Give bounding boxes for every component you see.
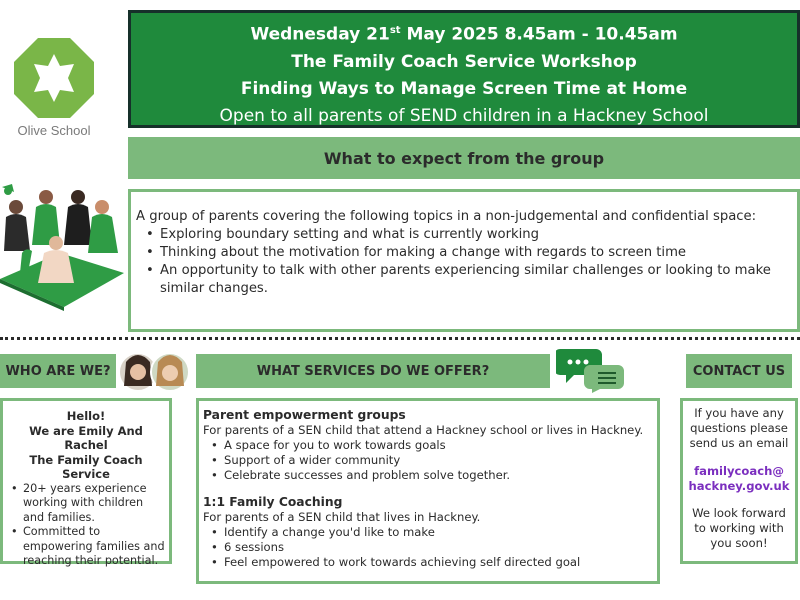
event-audience: Open to all parents of SEND children in a Hackney School: [219, 105, 709, 126]
expect-description-box: [128, 189, 800, 332]
expect-intro: A group of parents covering the following topics in a non-judgemental and confidential space:: [136, 209, 757, 224]
list-item: • A space for you to work towards goals: [211, 438, 653, 453]
who-service: The Family Coach Service: [29, 452, 143, 481]
service-1-list: [203, 438, 653, 483]
contact-outro: We look forward to working with you soon!: [692, 506, 786, 550]
contact-box: [680, 398, 798, 564]
olive-school-logo-icon: [12, 36, 96, 120]
list-item: • Identify a change you'd like to make: [211, 525, 653, 540]
who-hello: Hello!: [66, 409, 106, 423]
who-heading: WHO ARE WE?: [0, 354, 116, 388]
team-avatars: [118, 350, 192, 394]
list-item: • Thinking about the motivation for making a change with regards to screen time: [146, 244, 793, 262]
who-names: We are Emily And Rachel: [29, 423, 143, 452]
contact-heading: CONTACT US: [686, 354, 792, 388]
list-item: • Celebrate successes and problem solve together.: [211, 468, 653, 483]
list-item: • Exploring boundary setting and what is currently working: [146, 226, 793, 244]
service-2-desc: For parents of a SEN child that lives in Hackney.: [203, 510, 481, 524]
list-item: • 6 sessions: [211, 540, 653, 555]
chat-bubbles-icon: [556, 345, 626, 393]
services-box: [196, 398, 660, 584]
service-1-desc: For parents of a SEN child that attend a Hackney school or lives in Hackney.: [203, 423, 644, 437]
school-name: Olive School: [17, 123, 91, 138]
who-box: [0, 398, 172, 567]
service-1-title: Parent empowerment groups: [203, 408, 406, 422]
group-people-illustration: [0, 183, 124, 311]
event-subtitle: Finding Ways to Manage Screen Time at Home: [240, 78, 688, 99]
event-header: [128, 10, 800, 128]
expect-heading: What to expect from the group: [128, 137, 800, 179]
list-item: • Support of a wider community: [211, 453, 653, 468]
expect-list: [136, 226, 793, 298]
services-heading: WHAT SERVICES DO WE OFFER?: [196, 354, 550, 388]
contact-email-link[interactable]: familycoach@ hackney.gov.uk: [688, 464, 790, 493]
list-item: • 20+ years experience working with children and families.: [11, 482, 165, 526]
school-logo: [6, 36, 102, 138]
service-2-list: [203, 525, 653, 570]
list-item: • An opportunity to talk with other parents experiencing similar challenges or looking to make similar changes.: [146, 262, 793, 298]
service-2-title: 1:1 Family Coaching: [203, 495, 343, 509]
list-item: • Feel empowered to work towards achieving self directed goal: [211, 555, 653, 570]
event-date: Wednesday 21st May 2025 8.45am - 10.45am: [250, 24, 678, 45]
dotted-divider: [0, 337, 800, 340]
who-list: [7, 482, 165, 569]
event-title: The Family Coach Service Workshop: [291, 51, 637, 72]
contact-intro: If you have any questions please send us an email: [689, 406, 789, 450]
list-item: • Committed to empowering families and reaching their potential.: [11, 525, 165, 569]
